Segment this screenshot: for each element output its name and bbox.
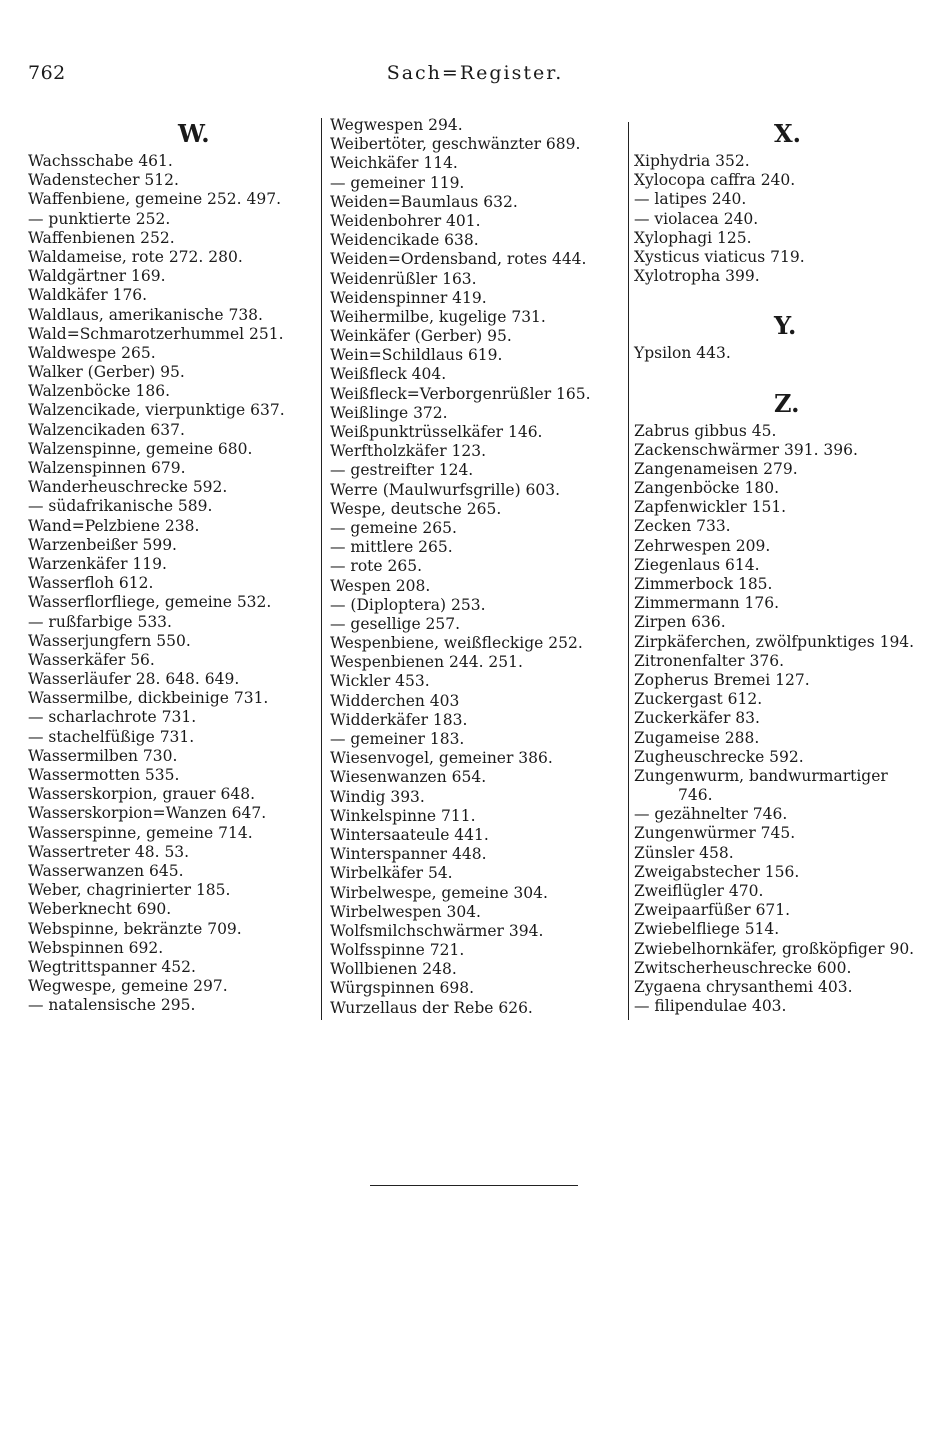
index-entry: Zimmerbock 185. [634, 575, 773, 593]
index-entry: Zugheuschrecke 592. [634, 747, 804, 766]
index-entry: Wasserfloh 612. [28, 574, 154, 593]
index-entry: Waffenbiene, gemeine 252. 497. [28, 190, 282, 209]
index-entry: Zehrwespen 209. [634, 536, 771, 555]
index-entry: — gesellige 257. [330, 614, 461, 633]
index-entry: — filipendulae 403. [634, 997, 787, 1016]
index-entry: Zwiebelfliege 514. [634, 920, 780, 939]
index-entry: Wirbelwespe, gemeine 304. [330, 883, 548, 902]
index-entry: Weberknecht 690. [28, 900, 172, 919]
index-entry: Wassermotten 535. [28, 766, 180, 784]
index-entry: Wespen 208. [330, 576, 431, 595]
index-entry: — gemeiner 183. [330, 730, 465, 748]
index-entry: Xylotropha 399. [634, 267, 760, 286]
index-entry: Zugameise 288. [634, 728, 760, 747]
index-entry: Ziegenlaus 614. [634, 555, 760, 574]
index-entry: Wiesenwanzen 654. [330, 768, 487, 787]
index-entry: Zünsler 458. [634, 843, 734, 862]
index-entry: Weibertöter, geschwänzter 689. [330, 135, 581, 154]
index-entry: Waffenbienen 252. [28, 228, 175, 247]
index-entry: — natalensische 295. [28, 996, 196, 1015]
index-entry: Walzenböcke 186. [28, 382, 171, 401]
index-entry: Weichkäfer 114. [330, 154, 458, 173]
index-entry: Wickler 453. [330, 672, 430, 691]
index-entry: Wald=Schmarotzerhummel 251. [28, 324, 284, 343]
index-entry: Wasserskorpion, grauer 648. [28, 785, 256, 804]
index-entry: Webspinne, bekränzte 709. [28, 919, 242, 938]
index-entry: Wassermilbe, dickbeinige 731. [28, 689, 269, 708]
index-entry: Weidenbohrer 401. [330, 211, 481, 230]
index-entry: Weber, chagrinierter 185. [28, 881, 231, 900]
index-entry: Wespenbienen 244. 251. [330, 653, 523, 672]
index-entry: Walzencikade, vierpunktige 637. [28, 401, 285, 420]
index-entry: Weißfleck=Verborgenrüßler 165. [330, 384, 591, 403]
index-entry: Waldwespe 265. [28, 343, 156, 362]
index-entry: Zecken 733. [634, 517, 731, 536]
index-entry: Widderkäfer 183. [330, 710, 468, 729]
index-entry: Zitronenfalter 376. [634, 651, 785, 670]
index-entry: Zuckergast 612. [634, 690, 763, 709]
index-entry: 746. [678, 786, 713, 805]
index-entry: Weinkäfer (Gerber) 95. [330, 327, 512, 346]
index-entry: Zungenwurm, bandwurmartiger [634, 766, 888, 785]
running-head: Sach=Register. [386, 62, 564, 84]
index-entry: Winterspanner 448. [330, 845, 487, 864]
index-entry: Xiphydria 352. [634, 152, 750, 170]
column-rule-left [321, 118, 322, 1020]
index-entry: Zimmermann 176. [634, 594, 780, 613]
index-entry: Windig 393. [330, 787, 425, 806]
index-entry: Weidenspinner 419. [330, 288, 487, 307]
index-entry: Wasserflorfliege, gemeine 532. [28, 593, 272, 612]
index-entry: — mittlere 265. [330, 538, 453, 557]
index-entry: — violacea 240. [634, 209, 759, 228]
index-entry: Wachsschabe 461. [28, 152, 173, 170]
index-entry: Warzenbeißer 599. [28, 535, 177, 554]
index-entry: Wasserkäfer 56. [28, 650, 155, 669]
index-entry: Warzenkäfer 119. [28, 554, 167, 573]
index-entry: Weißpunktrüsselkäfer 146. [330, 423, 543, 441]
index-entry: Xysticus viaticus 719. [634, 247, 805, 266]
index-entry: Walzenspinne, gemeine 680. [28, 439, 253, 458]
section-heading: W. [178, 119, 210, 148]
index-entry: Weihermilbe, kugelige 731. [330, 307, 546, 326]
index-entry: Weiden=Ordensband, rotes 444. [330, 250, 587, 269]
index-entry: Weiden=Baumlaus 632. [330, 192, 518, 211]
bottom-rule [370, 1185, 578, 1186]
index-entry: Zweiflügler 470. [634, 882, 764, 900]
entry-list [634, 152, 934, 286]
index-entry: Zapfenwickler 151. [634, 498, 787, 517]
index-entry: Wegwespen 294. [330, 116, 463, 134]
index-entry: Wespe, deutsche 265. [330, 499, 502, 518]
index-entry: — rußfarbige 533. [28, 612, 172, 631]
index-entry: Zackenschwärmer 391. 396. [634, 440, 858, 459]
index-entry: — stachelfüßige 731. [28, 727, 195, 746]
index-entry: Weidencikade 638. [330, 231, 479, 250]
index-entry: — gemeiner 119. [330, 173, 465, 192]
index-entry: — südafrikanische 589. [28, 497, 213, 516]
index-entry: Webspinnen 692. [28, 938, 164, 957]
index-entry: Werre (Maulwurfsgrille) 603. [330, 480, 561, 499]
index-entry: — scharlachrote 731. [28, 708, 197, 727]
index-entry: — gestreifter 124. [330, 461, 474, 480]
index-column-1 [28, 116, 318, 1015]
index-entry: — (Diploptera) 253. [330, 595, 486, 614]
index-entry: Widderchen 403 [330, 691, 460, 710]
index-entry: Wolfsmilchschwärmer 394. [330, 921, 544, 940]
entry-list [28, 152, 318, 1015]
index-entry: Wasserspinne, gemeine 714. [28, 823, 253, 842]
section-heading: X. [774, 119, 801, 148]
index-entry: Zirpkäferchen, zwölfpunktiges 194. [634, 632, 915, 651]
index-entry: Wassermilben 730. [28, 746, 178, 765]
index-entry: Wegtrittspanner 452. [28, 957, 196, 976]
index-entry: Zwiebelhornkäfer, großköpfiger 90. [634, 939, 915, 958]
index-entry: Wespenbiene, weißfleckige 252. [330, 634, 583, 653]
index-column-2 [330, 116, 620, 1018]
index-entry: Zweigabstecher 156. [634, 862, 800, 881]
index-entry: Weißfleck 404. [330, 365, 447, 384]
index-entry: Wolfsspinne 721. [330, 941, 465, 960]
index-entry: Werftholzkäfer 123. [330, 442, 487, 461]
index-entry: Wiesenvogel, gemeiner 386. [330, 749, 553, 768]
entry-list [330, 116, 620, 1018]
index-entry: Wassertreter 48. 53. [28, 842, 190, 861]
index-entry: Zweipaarfüßer 671. [634, 901, 791, 920]
index-entry: Weißlinge 372. [330, 403, 448, 422]
index-entry: Wadenstecher 512. [28, 171, 179, 190]
entry-list [634, 422, 934, 1017]
index-entry: Wirbelkäfer 54. [330, 864, 453, 883]
index-entry: Zungenwürmer 745. [634, 824, 796, 843]
index-entry: Wegwespe, gemeine 297. [28, 977, 228, 996]
index-entry: Zygaena chrysanthemi 403. [634, 977, 853, 996]
index-entry: — rote 265. [330, 557, 423, 576]
index-entry: — gezähnelter 746. [634, 805, 788, 824]
index-entry: Würgspinnen 698. [330, 979, 475, 998]
index-column-3 [634, 116, 934, 1016]
index-entry: Waldkäfer 176. [28, 286, 148, 305]
page-number: 762 [28, 62, 66, 84]
index-entry: Xylophagi 125. [634, 228, 752, 247]
index-entry: Winkelspinne 711. [330, 806, 476, 825]
index-entry: Zopherus Bremei 127. [634, 670, 810, 689]
index-entry: Weidenrüßler 163. [330, 269, 477, 288]
entry-list [634, 344, 934, 363]
index-entry: Wasserwanzen 645. [28, 861, 184, 880]
index-entry: Wand=Pelzbiene 238. [28, 516, 200, 535]
index-entry: Wein=Schildlaus 619. [330, 346, 503, 365]
index-entry: — punktierte 252. [28, 209, 171, 228]
index-entry: Xylocopa caffra 240. [634, 171, 796, 190]
index-entry: Walzenspinnen 679. [28, 459, 186, 477]
section-heading: Z. [774, 388, 800, 418]
index-entry: Zangenböcke 180. [634, 479, 780, 498]
index-entry: — gemeine 265. [330, 518, 457, 537]
index-entry: Ypsilon 443. [634, 344, 731, 363]
index-entry: Zabrus gibbus 45. [634, 421, 777, 440]
index-entry: Zwitscherheuschrecke 600. [634, 958, 852, 977]
section-heading: Y. [774, 311, 797, 341]
index-entry: Wanderheuschrecke 592. [28, 478, 228, 497]
index-entry: Wasserskorpion=Wanzen 647. [28, 804, 267, 823]
index-entry: Wasserläufer 28. 648. 649. [28, 670, 240, 689]
index-entry: Wasserjungfern 550. [28, 631, 191, 650]
index-entry: Wirbelwespen 304. [330, 902, 481, 921]
index-entry: Walzencikaden 637. [28, 420, 185, 439]
index-entry: Wintersaateule 441. [330, 825, 489, 844]
index-entry: — latipes 240. [634, 190, 747, 209]
index-entry: Zangenameisen 279. [634, 459, 798, 478]
index-entry: Wurzellaus der Rebe 626. [330, 998, 533, 1017]
index-entry: Waldlaus, amerikanische 738. [28, 305, 263, 324]
index-entry: Zuckerkäfer 83. [634, 709, 760, 728]
index-entry: Wollbienen 248. [330, 960, 457, 979]
index-entry: Waldameise, rote 272. 280. [28, 247, 243, 266]
index-entry: Walker (Gerber) 95. [28, 363, 185, 382]
index-entry: Waldgärtner 169. [28, 267, 166, 286]
column-rule-right [628, 122, 629, 1020]
index-entry: Zirpen 636. [634, 613, 726, 632]
